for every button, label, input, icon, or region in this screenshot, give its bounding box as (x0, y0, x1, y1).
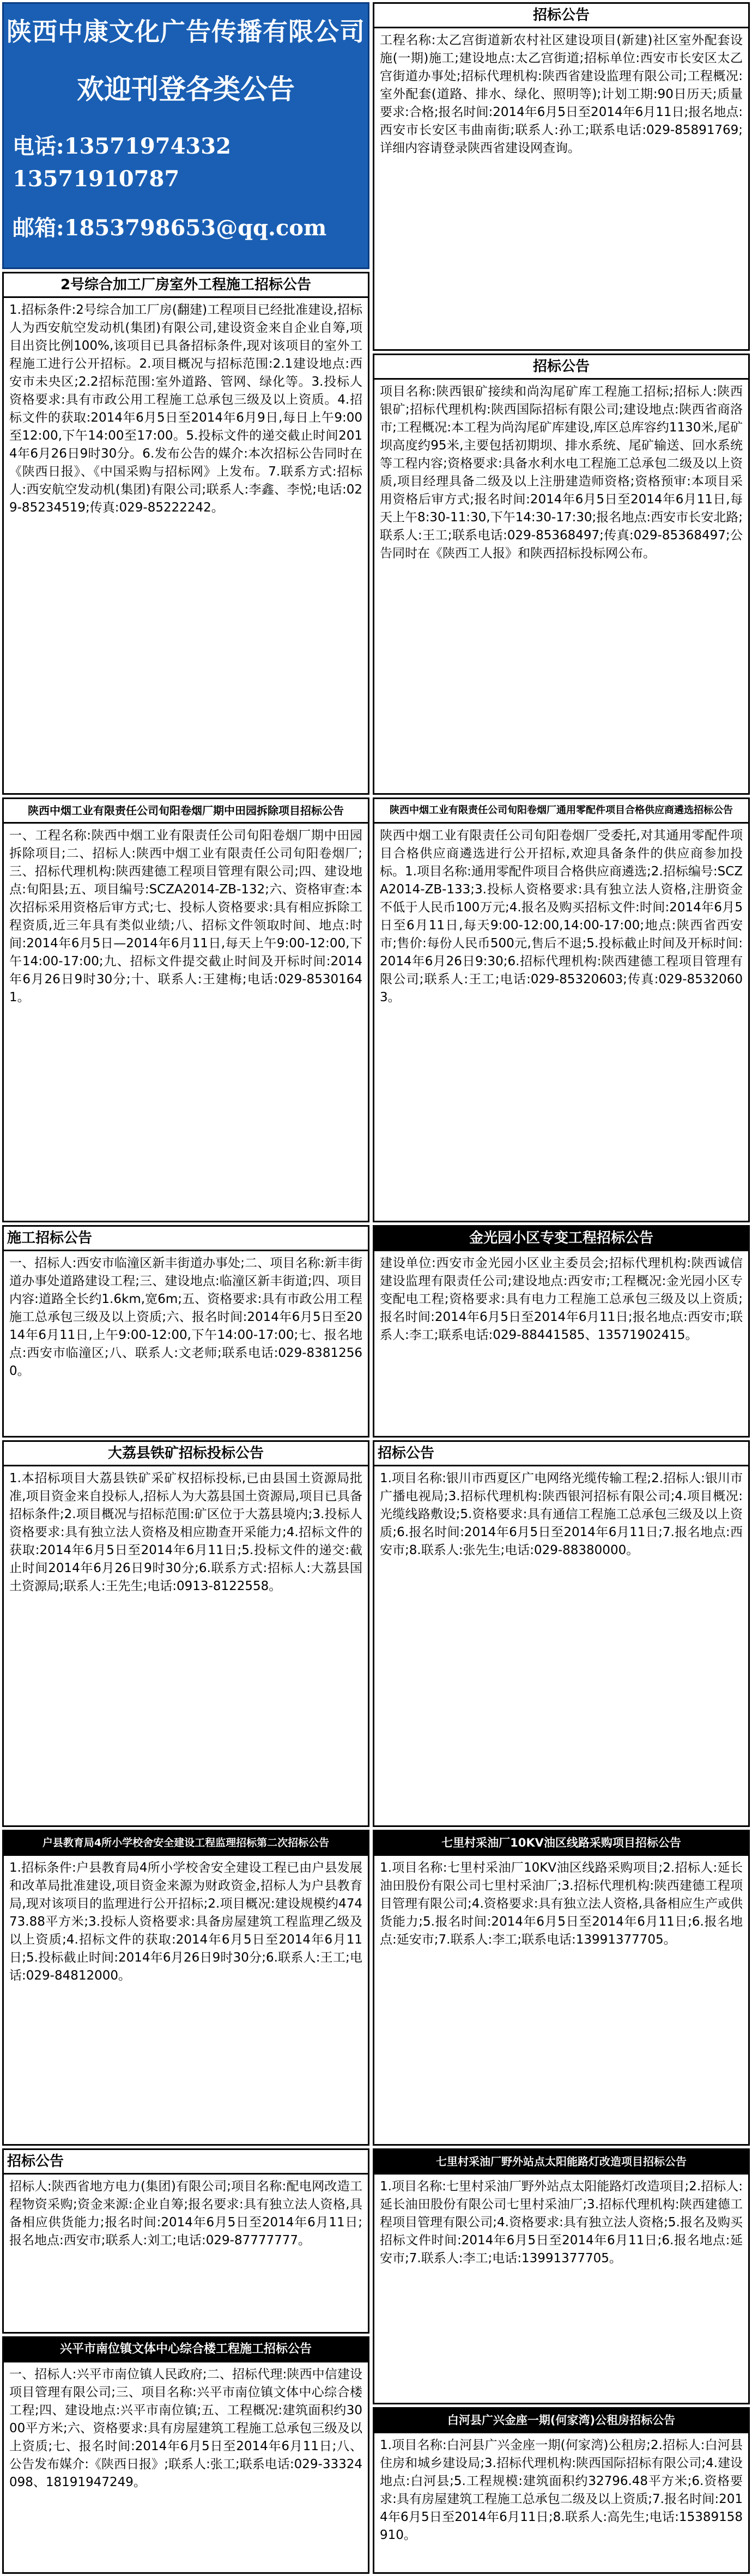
notice-body: 1.项目名称:银川市西夏区广电网络光缆传输工程;2.招标人:银川市广播电视局;3.招标代理机构:陕西银河招标有限公司;4.项目概况:光缆线路敷设;5.资格要求:具有通信工程施工总承包三级及以上资质;6.报名时间:2014年6月5日至2014年6月11日;7.报名地点:西安市;8.联系人:张先生;电话:029-88380000。 (380, 1471, 743, 1557)
notice-body: 一、招标人:西安市临潼区新丰街道办事处;二、项目名称:新丰街道办事处道路建设工程;三、建设地点:临潼区新丰街道;四、项目内容:道路全长约1.6km,宽6m;五、资格要求:具有市政公用工程施工总承包三级及以上资质;六、报名时间:2014年6月5日至2014年6月11日,上午9:00-12:00,下午14:00-17:00;七、报名地点:西安市临潼区;八、联系人:文老师;联系电话:029-83812560。 (9, 1256, 362, 1378)
notice-right-1 (373, 2, 750, 351)
notice-body: 一、招标人:兴平市南位镇人民政府;二、招标代理:陕西中信建设项目管理有限公司;三、项目名称:兴平市南位镇文体中心综合楼工程;四、建设地点:兴平市南位镇;五、工程概况:建筑面积约3000平方米;六、资格要求:具有房屋建筑工程施工总承包三级及以上资质;七、报名时间:2014年6月5日至2014年6月11日;八、公告发布媒介:《陕西日报》;联系人:张工;联系电话:029-33324098、18191947249。 (9, 2367, 362, 2489)
notice-title: 招标公告 (374, 1442, 748, 1466)
notice-body: 1.招标条件:2号综合加工厂房(翻建)工程项目已经批准建设,招标人为西安航空发动机(集团)有限公司,建设资金来自企业自筹,项目出资比例100%,该项目已具备招标条件,现对该项目的室外工程施工进行公开招标。2.项目概况与招标范围:2.1建设地点:西安市未央区;2.2招标范围:室外道路、管网、绿化等。3.投标人资格要求:具有市政公用工程施工总承包三级及以上资质。4.招标文件的获取:2014年6月5日至2014年6月9日,每日上午9:00至12:00,下午14:00至17:00。5.投标文件的递交截止时间2014年6月26日9时30分。6.发布公告的媒介:本次招标公告同时在《陕西日报》、《中国采购与招标网》上发布。7.联系方式:招标人:西安航空发动机(集团)有限公司;联系人:李鑫、李悦;电话:029-85234519;传真:029-85222242。 (9, 303, 362, 515)
ad-company-name: 陕西中康文化广告传播有限公司 (7, 17, 365, 46)
notice-left-8 (2, 2336, 369, 2574)
notice-body: 1.项目名称:七里村采油厂野外站点太阳能路灯改造项目;2.招标人:延长油田股份有限公司七里村采油厂;3.招标代理机构:陕西建德工程项目管理有限公司;4.资格要求:具有独立法人资格;5.报名及购买招标文件时间:2014年6月5日至2014年6月11日;6.报名地点:延安市;7.联系人:李工;电话:13991377705。 (380, 2179, 743, 2266)
notice-right-5 (373, 1440, 750, 1827)
notice-title: 大荔县铁矿招标投标公告 (4, 1442, 368, 1466)
notice-body: 陕西中烟工业有限责任公司旬阳卷烟厂受委托,对其通用零配件项目合格供应商遴选进行公开招标,欢迎具备条件的供应商参加投标。1.项目名称:通用零配件项目合格供应商遴选;2.招标编号:SCZA2014-ZB-133;3.投标人资格要求:具有独立法人资格,注册资金不低于人民币100万元;4.报名及购买招标文件:时间:2014年6月5日至6月11日,每天9:00-12:00,14:00-17:00;地点:陕西省西安市;售价:每份人民币500元,售后不退;5.投标截止时间及开标时间:2014年6月26日9:30;6.招标代理机构:陕西建德工程项目管理有限公司;联系人:王工;电话:029-85320603;传真:029-85320603。 (380, 829, 743, 1004)
ad-phone: 电话:13571974332 13571910787 (13, 133, 231, 192)
notice-left-4 (2, 1225, 369, 1438)
notice-right-8 (373, 2407, 750, 2574)
notice-title: 七里村采油厂10KV油区线路采购项目招标公告 (374, 1831, 748, 1856)
ad-welcome-text: 欢迎刊登各类公告 (77, 73, 295, 105)
notice-title: 2号综合加工厂房室外工程施工招标公告 (4, 273, 368, 298)
notice-title: 白河县广兴金座一期(何家湾)公租房招标公告 (374, 2409, 748, 2433)
notice-left-7 (2, 2148, 369, 2334)
notice-body: 1.招标条件:户县教育局4所小学校舍安全建设工程已由户县发展和改革局批准建设,项目资金来源为财政资金,招标人为户县教育局,现对该项目的监理进行公开招标;2.项目概况:建设规模约47473.88平方米;3.投标人资格要求:具备房屋建筑工程监理乙级及以上资质;4.招标文件的获取:2014年6月5日至2014年6月11日;5.投标截止时间:2014年6月26日9时30分;6.联系人:王工;电话:029-84812000。 (9, 1861, 362, 1983)
notice-title: 施工招标公告 (4, 1227, 368, 1251)
notice-body: 项目名称:陕西银矿接续和尚沟尾矿库工程施工招标;招标人:陕西银矿;招标代理机构:陕西国际招标有限公司;建设地点:陕西省商洛市;工程概况:本工程为尚沟尾矿库建设,库区总库容约1130米,尾矿坝高度约95米,主要包括初期坝、排水系统、尾矿输送、回水系统等工程内容;资格要求:具备水利水电工程施工总承包二级及以上资质,项目经理具备二级及以上注册建造师资格;资格预审:本项目采用资格后审方式;报名时间:2014年6月5日至2014年6月11日,每天上午8:30-11:30,下午14:30-17:30;报名地点:西安市长安北路;联系人:王工;联系电话:029-85368497;传真:029-85368497;公告同时在《陕西工人报》和陕西招标投标网公布。 (380, 385, 743, 561)
notice-left-6 (2, 1830, 369, 2146)
notice-right-4 (373, 1225, 750, 1438)
notice-left-5 (2, 1440, 369, 1827)
notice-right-3 (373, 797, 750, 1222)
notice-left-2 (2, 272, 369, 795)
notice-title: 招标公告 (374, 4, 748, 28)
ad-email: 邮箱:1853798653@qq.com (13, 215, 327, 241)
notice-title: 招标公告 (374, 355, 748, 380)
notice-right-7 (373, 2148, 750, 2404)
notice-body: 一、工程名称:陕西中烟工业有限责任公司旬阳卷烟厂期中田园拆除项目;二、招标人:陕西中烟工业有限责任公司旬阳卷烟厂;三、招标代理机构:陕西建德工程项目管理有限公司;四、建设地点:旬阳县;五、项目编号:SCZA2014-ZB-132;六、资格审查:本次招标采用资格后审方式;七、投标人资格要求:具有相应拆除工程资质,近三年具有类似业绩;八、招标文件领取时间、地点:时间:2014年6月5日—2014年6月11日,每天上午9:00-12:00,下午14:00-17:00;九、招标文件提交截止时间及开标时间:2014年6月26日9时30分;十、联系人:王建梅;电话:029-85301641。 (9, 829, 362, 1004)
notice-title: 兴平市南位镇文体中心综合楼工程施工招标公告 (4, 2338, 368, 2362)
notice-title: 招标公告 (4, 2150, 368, 2175)
notice-title: 陕西中烟工业有限责任公司旬阳卷烟厂通用零配件项目合格供应商遴选招标公告 (374, 799, 748, 824)
newspaper-page (2, 2, 750, 2574)
notice-body: 1.本招标项目大荔县铁矿采矿权招标投标,已由县国土资源局批准,项目资金来自投标人,招标人为大荔县国土资源局,项目已具备招标条件;2.项目概况与招标范围:矿区位于大荔县境内;3.投标人资格要求:具有独立法人资格及相应勘查开采能力;4.招标文件的获取:2014年6月5日至2014年6月11日;5.投标文件的递交:截止时间2014年6月26日9时30分;6.联系方式:招标人:大荔县国土资源局;联系人:王先生;电话:0913-8122558。 (9, 1471, 362, 1593)
notice-body: 1.项目名称:白河县广兴金座一期(何家湾)公租房;2.招标人:白河县住房和城乡建设局;3.招标代理机构:陕西国际招标有限公司;4.建设地点:白河县;5.工程规模:建筑面积约32796.48平方米;6.资格要求:具有房屋建筑工程施工总承包二级及以上资质;7.报名时间:2014年6月5日至2014年6月11日;8.联系人:高先生;电话:15389158910。 (380, 2438, 743, 2542)
notice-body: 建设单位:西安市金光园小区业主委员会;招标代理机构:陕西诚信建设监理有限责任公司;建设地点:西安市;工程概况:金光园小区专变配电工程;资格要求:具有电力工程施工总承包三级及以上资质;报名时间:2014年6月5日至2014年6月11日;报名地点:西安市;联系人:李工;联系电话:029-88441585、13571902415。 (380, 1256, 743, 1342)
notice-body: 工程名称:太乙宫街道新农村社区建设项目(新建)社区室外配套设施(一期)施工;建设地点:太乙宫街道;招标单位:西安市长安区太乙宫街道办事处;招标代理机构:陕西省建设监理有限公司;工程概况:室外配套(道路、排水、绿化、照明等);计划工期:90日历天;质量要求:合格;报名时间:2014年6月5日至2014年6月11日;报名地点:西安市长安区韦曲南街;联系人:孙工;联系电话:029-85891769;详细内容请登录陕西省建设网查询。 (380, 33, 743, 155)
notice-title: 七里村采油厂野外站点太阳能路灯改造项目招标公告 (374, 2150, 748, 2175)
notice-title: 金光园小区专变工程招标公告 (374, 1227, 748, 1251)
notice-title: 户县教育局4所小学校舍安全建设工程监理招标第二次招标公告 (4, 1831, 368, 1856)
notice-body: 1.项目名称:七里村采油厂10KV油区线路采购项目;2.招标人:延长油田股份有限公司七里村采油厂;3.招标代理机构:陕西建德工程项目管理有限公司;4.资格要求:具有独立法人资格,具备相应生产或供货能力;5.报名时间:2014年6月5日至2014年6月11日;6.报名地点:延安市;7.联系人:李工;联系电话:13991377705。 (380, 1861, 743, 1947)
notice-left-3 (2, 797, 369, 1222)
advertisement-banner (2, 2, 369, 269)
notice-right-2 (373, 354, 750, 795)
notice-title: 陕西中烟工业有限责任公司旬阳卷烟厂期中田园拆除项目招标公告 (4, 799, 368, 824)
notice-body: 招标人:陕西省地方电力(集团)有限公司;项目名称:配电网改造工程物资采购;资金来源:企业自筹;报名要求:具有独立法人资格,具备相应供货能力;报名时间:2014年6月5日至2014年6月11日;报名地点:西安市;联系人:刘工;电话:029-87777777。 (9, 2179, 362, 2248)
notice-right-6 (373, 1830, 750, 2146)
